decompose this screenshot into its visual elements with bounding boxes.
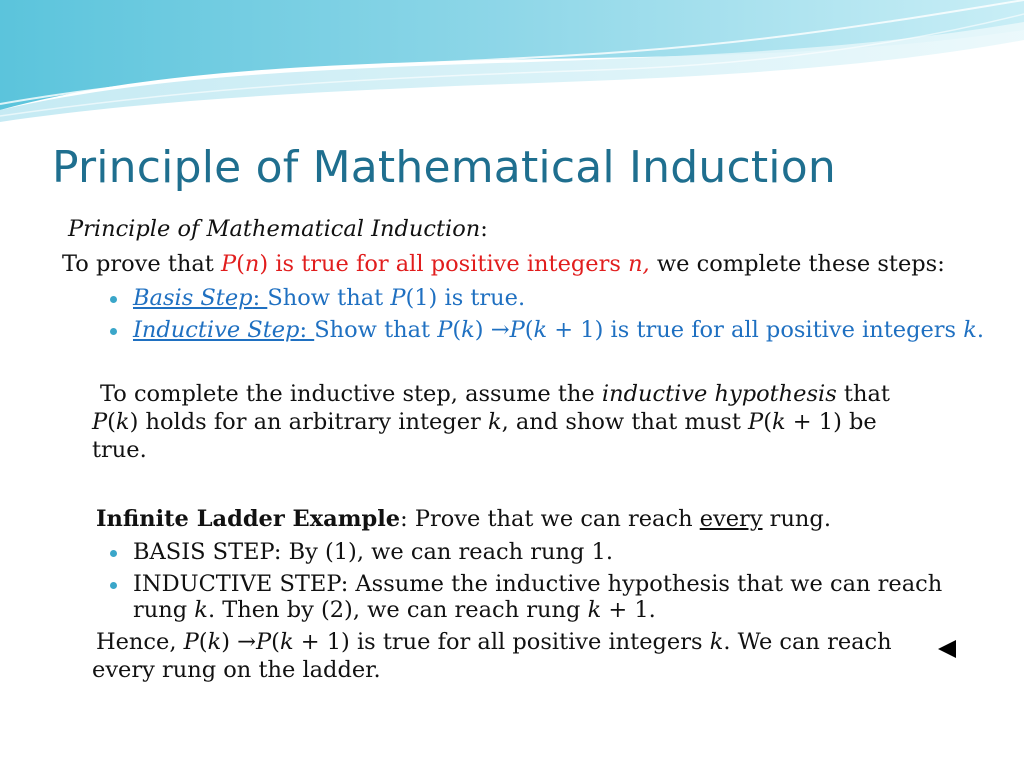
inductive-P1: P (437, 317, 453, 343)
inductive-pre: Show that (314, 317, 438, 343)
holds-P: P (92, 409, 108, 435)
ladder-inductive-line-1: INDUCTIVE STEP: Assume the inductive hypothesis that we can reach (133, 571, 943, 597)
hence-P2: P (256, 629, 272, 655)
prove-mid: ) is true for all positive integers (259, 251, 629, 277)
holds-mid: ) holds for an arbitrary integer (129, 409, 488, 435)
prove-pre: To prove that (62, 251, 221, 277)
inductive-P2: P (509, 317, 525, 343)
ladder-inductive-pre: rung (133, 597, 195, 623)
hence-arrow: ) → (221, 629, 257, 655)
qed-triangle-icon (938, 640, 956, 658)
holds-P2: P (748, 409, 764, 435)
prove-P: P (220, 251, 237, 277)
complete-line-2: P(k) holds for an arbitrary integer k, and show that must P(k + 1) be (92, 409, 877, 435)
ladder-every: every (699, 506, 763, 532)
holds-k: k (115, 409, 130, 435)
principle-heading (68, 216, 488, 242)
holds-end: + 1) be (785, 409, 877, 435)
hence-P: P (183, 629, 199, 655)
inductive-mid: + 1) is true for all positive integers (547, 317, 964, 343)
complete-pre: To complete the inductive step, assume the (100, 381, 602, 407)
inductive-k3: k (963, 317, 977, 343)
bullet-dot (110, 582, 117, 589)
hence-k2: k (279, 629, 294, 655)
header-wave-decoration (0, 0, 1024, 130)
basis-step-label: Basis Step (133, 285, 253, 311)
principle-label: Principle of Mathematical Induction (68, 216, 481, 242)
inductive-end: . (976, 317, 985, 343)
inductive-k1: k (461, 317, 475, 343)
ladder-inductive-end: + 1. (601, 597, 656, 623)
slide-title: Principle of Mathematical Induction (52, 142, 836, 193)
final-line: every rung on the ladder. (92, 657, 381, 683)
basis-pre: Show that (267, 285, 391, 311)
bullet-dot (110, 550, 117, 557)
basis-step-item (133, 285, 525, 311)
bullet-dot (110, 296, 117, 303)
ladder-inductive-k2: k (587, 597, 602, 623)
hence-k3: k (709, 629, 724, 655)
hence-line: Hence, P(k) →P(k + 1) is true for all positive integers k. We can reach (96, 629, 892, 655)
ladder-inductive-line-2 (133, 597, 656, 623)
inductive-colon: : (299, 317, 315, 343)
ladder-example-heading (96, 506, 831, 532)
prove-paren: ( (236, 251, 245, 277)
prove-statement (62, 251, 945, 277)
inductive-arrow: → (483, 317, 510, 343)
prove-post: we complete these steps: (649, 251, 945, 277)
ladder-end: rung. (762, 506, 831, 532)
hence-k: k (207, 629, 222, 655)
inductive-k2: k (533, 317, 548, 343)
hence-post: . We can reach (723, 629, 892, 655)
inductive-step-label: Inductive Step (133, 317, 300, 343)
prove-n: n (244, 251, 260, 277)
ladder-basis-step: BASIS STEP: By (1), we can reach rung 1. (133, 539, 614, 565)
hence-mid: + 1) is true for all positive integers (293, 629, 710, 655)
complete-line-1 (100, 381, 890, 407)
principle-colon: : (480, 216, 488, 242)
inductive-hypothesis-term: inductive hypothesis (601, 381, 837, 407)
ladder-inductive-k: k (194, 597, 208, 623)
ladder-example-label: Infinite Ladder Example (96, 506, 401, 532)
ladder-rest: : Prove that we can reach (400, 506, 700, 532)
holds-k3: k (771, 409, 786, 435)
prove-n2: n, (628, 251, 650, 277)
basis-P: P (390, 285, 406, 311)
holds-k2: k (487, 409, 502, 435)
inductive-step-item: Inductive Step: Show that P(k) →P(k + 1) is true for all positive integers k. (133, 317, 985, 343)
hence-pre: Hence, (96, 629, 184, 655)
basis-colon: : (252, 285, 268, 311)
ladder-inductive-mid: . Then by (2), we can reach rung (207, 597, 588, 623)
complete-post: that (836, 381, 890, 407)
bullet-dot (110, 328, 117, 335)
holds-post: , and show that must (501, 409, 749, 435)
basis-post: (1) is true. (405, 285, 526, 311)
complete-line-3: true. (92, 437, 147, 463)
